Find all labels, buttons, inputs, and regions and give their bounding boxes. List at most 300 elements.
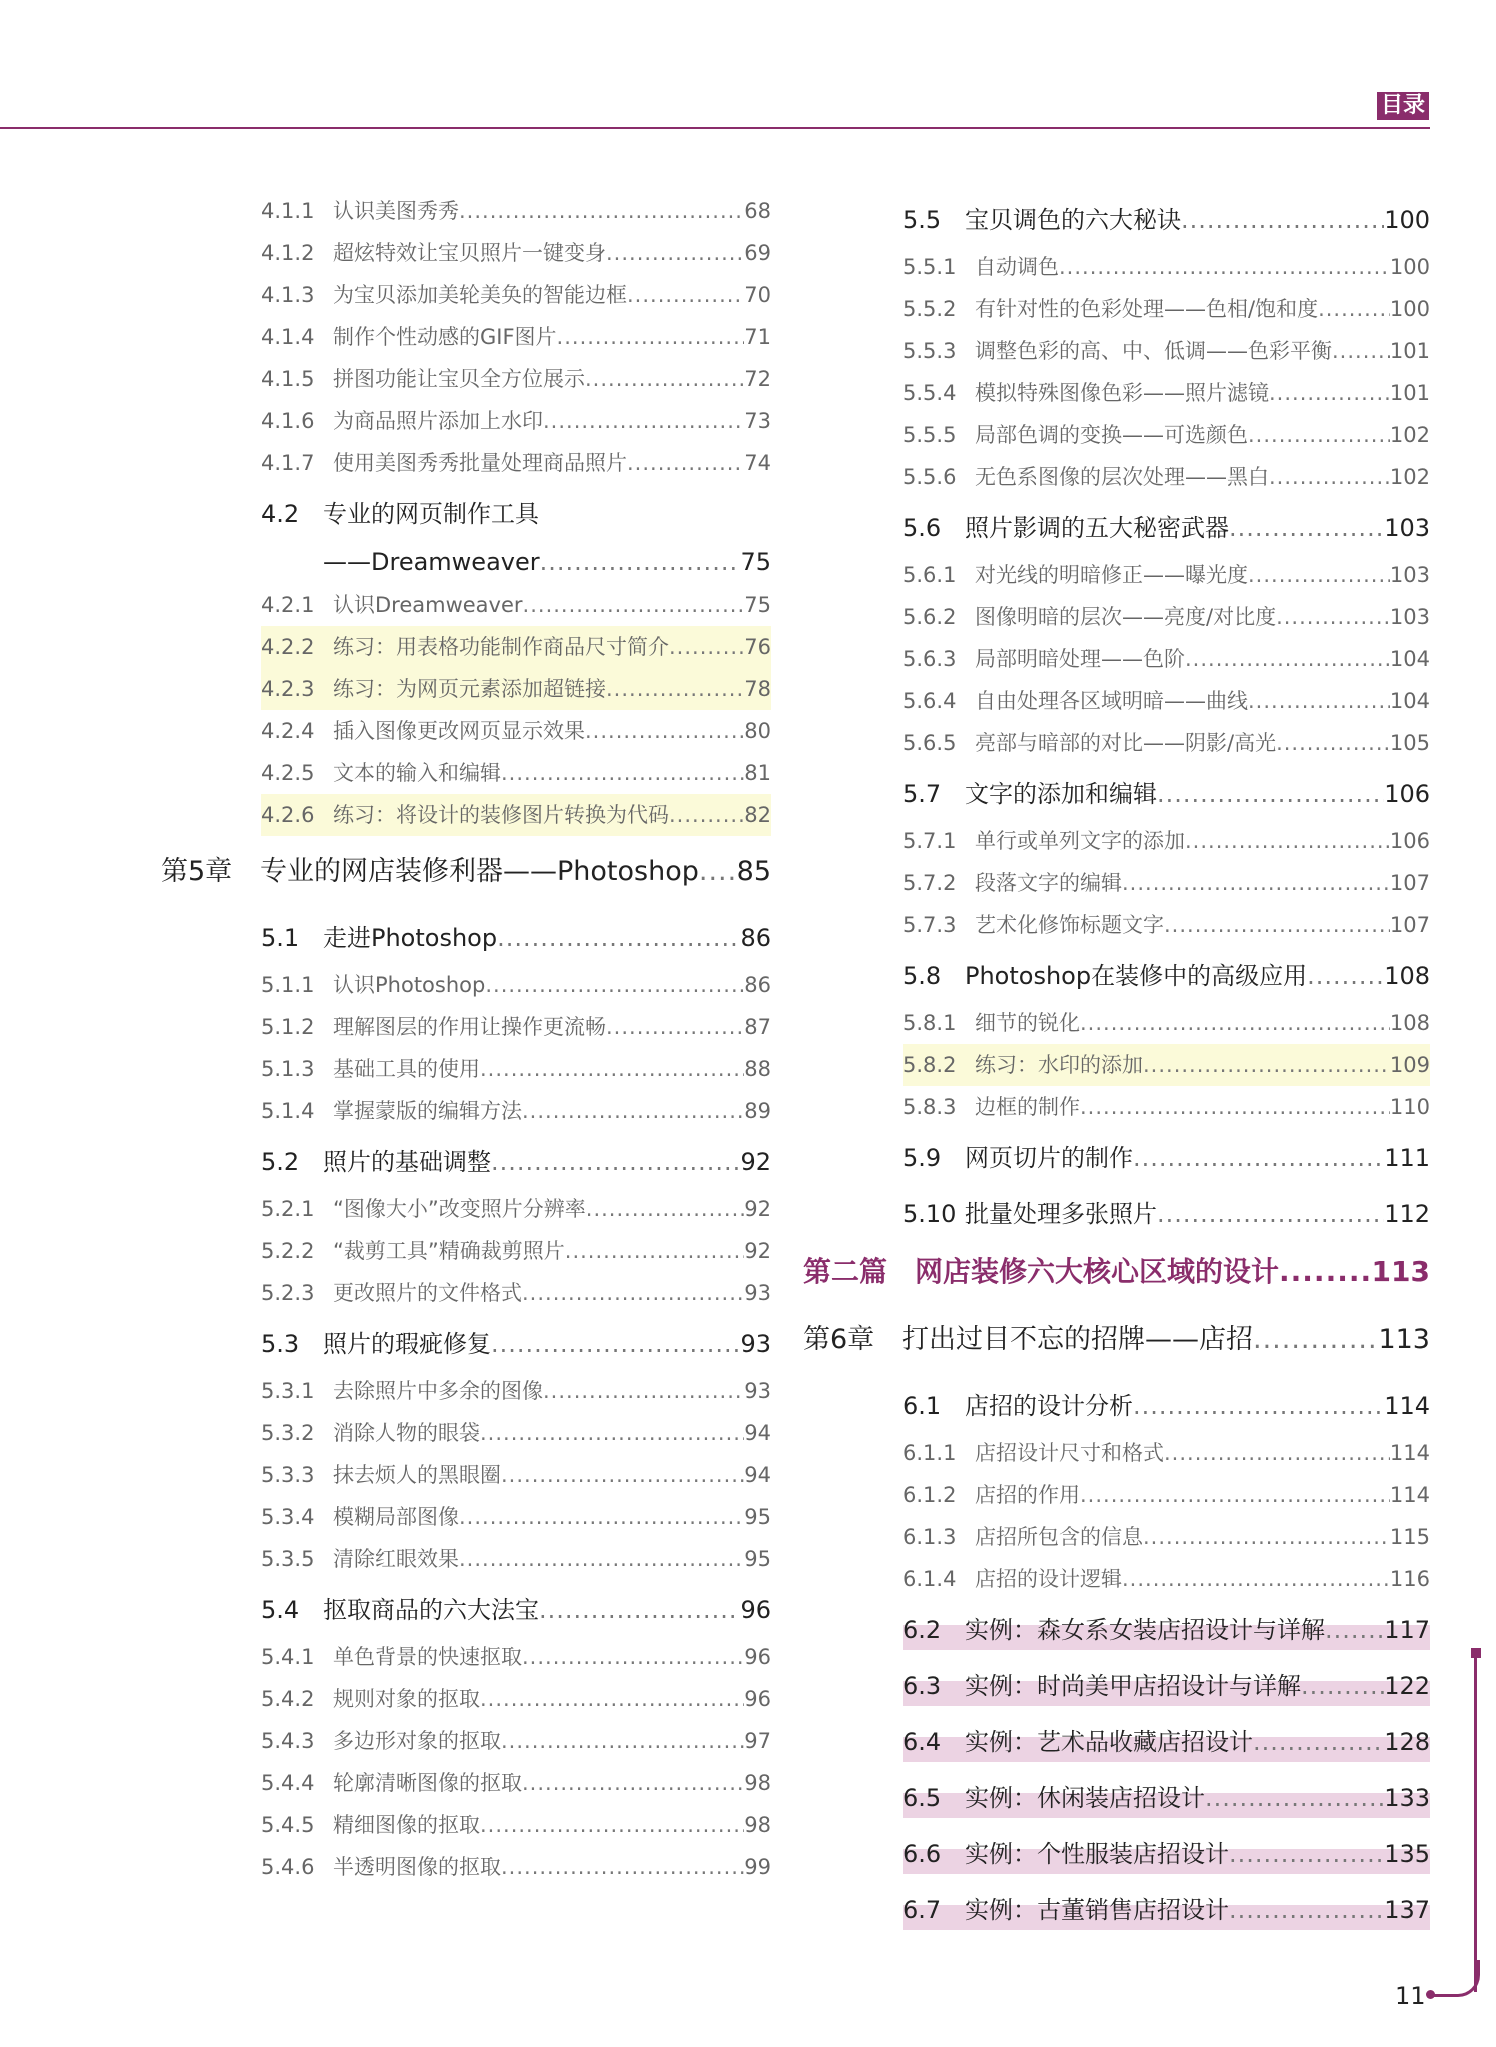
toc-entry-title: 打出过目不忘的招牌——店招	[902, 1324, 1253, 1355]
toc-leader-dots	[1276, 596, 1390, 638]
toc-entry-title: ——Dreamweaver	[323, 548, 540, 576]
toc-entry	[261, 1846, 771, 1888]
toc-entry-title: 无色系图像的层次处理——黑白	[975, 465, 1269, 489]
toc-entry-page: 86	[740, 924, 771, 952]
toc-entry-title: 对光线的明暗修正——曝光度	[975, 563, 1248, 587]
toc-entry-page: 100	[1384, 206, 1430, 234]
toc-entry	[261, 1272, 771, 1314]
toc-entry-title: 网页切片的制作	[965, 1144, 1133, 1172]
toc-entry-title: 照片影调的五大秘密武器	[965, 514, 1229, 542]
toc-entry	[261, 710, 771, 752]
toc-leader-dots	[491, 1136, 740, 1188]
toc-leader-dots	[669, 794, 744, 836]
toc-entry-title: 走进Photoshop	[323, 924, 498, 952]
toc-entry-title: 自动调色	[975, 255, 1059, 279]
page-number: 11	[1395, 1982, 1426, 2010]
toc-leader-dots	[585, 358, 744, 400]
toc-left-column	[161, 190, 771, 1888]
toc-entry-page: 92	[744, 1197, 771, 1221]
toc-entry-number: 5.4.1	[261, 1645, 315, 1669]
toc-leader-dots	[1133, 1132, 1384, 1184]
toc-entry-number: 4.2.4	[261, 719, 315, 743]
toc-entry-number: 5.8	[903, 962, 942, 990]
toc-entry-number: 6.6	[903, 1840, 942, 1868]
toc-entry-title: Photoshop在装修中的高级应用	[965, 962, 1308, 990]
toc-leader-dots	[501, 1720, 744, 1762]
toc-entry-page: 94	[744, 1463, 771, 1487]
toc-entry	[903, 194, 1430, 246]
section-tag: 目录	[1377, 92, 1429, 120]
toc-entry-page: 95	[744, 1505, 771, 1529]
toc-entry-page: 104	[1389, 647, 1430, 671]
toc-entry	[261, 1762, 771, 1804]
bracket-curve	[1431, 1960, 1480, 1997]
toc-entry-page: 97	[744, 1729, 771, 1753]
toc-leader-dots	[1248, 414, 1390, 456]
toc-entry-number: 5.6.4	[903, 689, 957, 713]
toc-leader-dots	[1080, 1474, 1390, 1516]
toc-entry-title: 批量处理多张照片	[965, 1200, 1157, 1228]
toc-entry-page: 80	[744, 719, 771, 743]
toc-leader-dots	[539, 1584, 740, 1636]
toc-leader-dots	[1229, 502, 1384, 554]
toc-entry-page: 113	[1378, 1324, 1430, 1355]
toc-entry-page: 103	[1384, 514, 1430, 542]
toc-entry	[261, 584, 771, 626]
toc-entry	[261, 1584, 771, 1636]
toc-entry-number: 5.4.4	[261, 1771, 315, 1795]
toc-entry	[261, 1412, 771, 1454]
toc-leader-dots	[523, 584, 745, 626]
toc-leader-dots	[1248, 554, 1390, 596]
toc-leader-dots	[1059, 246, 1390, 288]
toc-entry-number: 5.1.4	[261, 1099, 315, 1123]
toc-entry-number: 5.1	[261, 924, 300, 952]
toc-entry-page: 101	[1389, 381, 1430, 405]
toc-entry-title: 模拟特殊图像色彩——照片滤镜	[975, 381, 1269, 405]
toc-leader-dots	[1122, 1558, 1390, 1600]
toc-entry-page: 133	[1384, 1784, 1430, 1812]
toc-leader-dots	[522, 1636, 744, 1678]
toc-entry-title: 艺术化修饰标题文字	[975, 913, 1164, 937]
toc-leader-dots	[1157, 768, 1384, 820]
toc-leader-dots	[669, 626, 744, 668]
toc-entry-number: 4.2.3	[261, 677, 315, 701]
toc-entry-title: 单行或单列文字的添加	[975, 829, 1185, 853]
toc-entry	[903, 330, 1430, 372]
toc-entry-number: 5.7.1	[903, 829, 957, 853]
toc-entry-number: 第5章	[161, 856, 233, 887]
toc-entry-title: 调整色彩的高、中、低调——色彩平衡	[975, 339, 1332, 363]
toc-entry-number: 5.2.3	[261, 1281, 315, 1305]
toc-entry	[261, 1188, 771, 1230]
toc-entry-title: 去除照片中多余的图像	[333, 1379, 543, 1403]
toc-entry-number: 5.4.3	[261, 1729, 315, 1753]
toc-entry-number: 5.5	[903, 206, 942, 234]
toc-entry-number: 第二篇	[803, 1255, 888, 1288]
toc-entry-page: 92	[740, 1148, 771, 1176]
toc-entry-number: 5.3.4	[261, 1505, 315, 1529]
toc-leader-dots	[1253, 1716, 1384, 1768]
toc-leader-dots	[459, 190, 744, 232]
toc-entry-title: 插入图像更改网页显示效果	[333, 719, 585, 743]
toc-entry-title: 更改照片的文件格式	[333, 1281, 522, 1305]
toc-entry	[261, 274, 771, 316]
toc-entry-title: 实例：休闲装店招设计	[965, 1784, 1205, 1812]
toc-entry-page: 96	[740, 1596, 771, 1624]
toc-entry-number: 5.7.3	[903, 913, 957, 937]
toc-leader-dots	[1080, 1086, 1390, 1128]
toc-entry-page: 112	[1384, 1200, 1430, 1228]
toc-entry-number: 6.1	[903, 1392, 942, 1420]
toc-entry-page: 93	[744, 1281, 771, 1305]
toc-entry-page: 82	[744, 803, 771, 827]
toc-leader-dots	[606, 1006, 744, 1048]
toc-entry-number: 5.1.2	[261, 1015, 315, 1039]
toc-leader-dots	[497, 912, 740, 964]
toc-leader-dots	[1133, 1380, 1384, 1432]
toc-entry	[903, 1884, 1430, 1936]
toc-entry	[261, 1318, 771, 1370]
toc-entry	[261, 488, 771, 540]
toc-entry	[261, 1804, 771, 1846]
toc-leader-dots	[1269, 372, 1390, 414]
toc-entry-title: 拼图功能让宝贝全方位展示	[333, 367, 585, 391]
toc-entry-title: “裁剪工具”精确裁剪照片	[333, 1239, 565, 1263]
toc-entry	[261, 794, 771, 836]
toc-entry-number: 5.7	[903, 780, 942, 808]
toc-entry-title: 认识美图秀秀	[333, 199, 459, 223]
toc-entry-page: 98	[744, 1813, 771, 1837]
toc-entry-number: 4.2.5	[261, 761, 315, 785]
toc-entry-page: 76	[744, 635, 771, 659]
toc-entry-number: 4.1.5	[261, 367, 315, 391]
toc-entry-number: 5.1.1	[261, 973, 315, 997]
toc-entry-title: 模糊局部图像	[333, 1505, 459, 1529]
toc-entry-page: 114	[1389, 1483, 1430, 1507]
toc-entry	[261, 1678, 771, 1720]
toc-entry	[261, 358, 771, 400]
toc-entry-number: 5.6.3	[903, 647, 957, 671]
toc-entry-number: 4.1.7	[261, 451, 315, 475]
toc-leader-dots	[459, 1538, 744, 1580]
toc-entry	[261, 1048, 771, 1090]
toc-entry	[903, 820, 1430, 862]
toc-entry	[903, 414, 1430, 456]
toc-entry-page: 114	[1384, 1392, 1430, 1420]
toc-entry-page: 108	[1384, 962, 1430, 990]
toc-entry-title: 规则对象的抠取	[333, 1687, 480, 1711]
toc-entry-page: 70	[744, 283, 771, 307]
toc-entry	[903, 456, 1430, 498]
toc-entry-title: 轮廓清晰图像的抠取	[333, 1771, 522, 1795]
toc-leader-dots	[1253, 1304, 1378, 1376]
toc-leader-dots	[1122, 862, 1390, 904]
toc-entry-page: 103	[1389, 563, 1430, 587]
toc-leader-dots	[1269, 456, 1390, 498]
toc-entry-title: 练习：将设计的装修图片转换为代码	[333, 803, 669, 827]
bracket-end-dot	[1426, 1990, 1435, 1999]
toc-entry-title: 精细图像的抠取	[333, 1813, 480, 1837]
toc-entry-number: 第6章	[803, 1324, 875, 1355]
toc-entry-number: 5.8.3	[903, 1095, 957, 1119]
toc-entry-page: 103	[1389, 605, 1430, 629]
toc-entry	[903, 1604, 1430, 1656]
toc-leader-dots	[501, 1846, 744, 1888]
toc-entry	[903, 862, 1430, 904]
header-rule	[0, 127, 1430, 129]
toc-entry-number: 5.1.3	[261, 1057, 315, 1081]
toc-entry-page: 85	[736, 856, 771, 887]
toc-entry-page: 99	[744, 1855, 771, 1879]
toc-leader-dots	[1332, 330, 1390, 372]
toc-entry-page: 122	[1384, 1672, 1430, 1700]
toc-entry-page: 105	[1389, 731, 1430, 755]
toc-leader-dots	[1164, 904, 1390, 946]
toc-entry-number: 5.9	[903, 1144, 942, 1172]
toc-leader-dots	[585, 710, 744, 752]
toc-entry-page: 81	[744, 761, 771, 785]
toc-entry-number: 5.6.2	[903, 605, 957, 629]
toc-entry-number: 5.3.5	[261, 1547, 315, 1571]
toc-entry-title: 店招的设计分析	[965, 1392, 1133, 1420]
toc-entry-title: 照片的瑕疵修复	[323, 1330, 491, 1358]
toc-entry-page: 101	[1389, 339, 1430, 363]
toc-entry-number: 5.4.6	[261, 1855, 315, 1879]
toc-entry-number: 5.3.2	[261, 1421, 315, 1445]
toc-entry-title: 练习：为网页元素添加超链接	[333, 677, 606, 701]
toc-leader-dots	[1229, 1884, 1384, 1936]
toc-leader-dots	[586, 1188, 745, 1230]
toc-entry-page: 106	[1389, 829, 1430, 853]
toc-entry-title: 练习：用表格功能制作商品尺寸简介	[333, 635, 669, 659]
toc-entry	[261, 232, 771, 274]
toc-entry-title: 制作个性动感的GIF图片	[333, 325, 557, 349]
toc-entry	[903, 372, 1430, 414]
toc-entry	[903, 1558, 1430, 1600]
toc-entry	[903, 1086, 1430, 1128]
toc-entry-number: 4.2.6	[261, 803, 315, 827]
toc-entry	[903, 1474, 1430, 1516]
toc-entry	[323, 540, 771, 584]
toc-entry-page: 87	[744, 1015, 771, 1039]
toc-entry-page: 100	[1389, 255, 1430, 279]
toc-entry-title: 专业的网店装修利器——Photoshop	[260, 856, 699, 887]
toc-entry	[903, 554, 1430, 596]
toc-entry	[903, 1828, 1430, 1880]
toc-entry	[903, 1002, 1430, 1044]
toc-entry-number: 5.5.2	[903, 297, 957, 321]
toc-entry-title: 多边形对象的抠取	[333, 1729, 501, 1753]
toc-entry-title: 练习：水印的添加	[975, 1053, 1143, 1077]
toc-entry	[261, 912, 771, 964]
toc-entry-title: 超炫特效让宝贝照片一键变身	[333, 241, 606, 265]
toc-entry	[261, 1636, 771, 1678]
toc-entry-title: 网店装修六大核心区域的设计	[915, 1255, 1280, 1288]
toc-entry-title: 文字的添加和编辑	[965, 780, 1157, 808]
toc-entry-title: 自由处理各区域明暗——曲线	[975, 689, 1248, 713]
toc-entry-page: 73	[744, 409, 771, 433]
toc-entry	[261, 190, 771, 232]
toc-entry-number: 4.1.3	[261, 283, 315, 307]
toc-entry-page: 117	[1384, 1616, 1430, 1644]
toc-entry	[261, 1370, 771, 1412]
toc-entry-page: 94	[744, 1421, 771, 1445]
toc-entry-page: 110	[1389, 1095, 1430, 1119]
toc-entry-number: 5.5.3	[903, 339, 957, 363]
toc-entry-page: 106	[1384, 780, 1430, 808]
toc-entry-number: 5.3.3	[261, 1463, 315, 1487]
toc-entry	[261, 442, 771, 484]
toc-entry	[903, 1188, 1430, 1240]
toc-leader-dots	[480, 1048, 744, 1090]
toc-entry-title: 单色背景的快速抠取	[333, 1645, 522, 1669]
toc-entry-title: 段落文字的编辑	[975, 871, 1122, 895]
toc-entry	[903, 1516, 1430, 1558]
toc-entry-number: 6.4	[903, 1728, 942, 1756]
toc-leader-dots	[1307, 950, 1384, 1002]
toc-entry	[261, 668, 771, 710]
toc-entry-title: 细节的锐化	[975, 1011, 1080, 1035]
toc-leader-dots	[540, 540, 741, 584]
toc-leader-dots	[522, 1272, 744, 1314]
toc-entry	[261, 752, 771, 794]
toc-entry-number: 5.6.1	[903, 563, 957, 587]
toc-entry-page: 96	[744, 1687, 771, 1711]
toc-entry-title: 店招设计尺寸和格式	[975, 1441, 1164, 1465]
toc-entry-page: 113	[1371, 1255, 1430, 1288]
toc-entry-title: 局部色调的变换——可选颜色	[975, 423, 1248, 447]
toc-leader-dots	[1318, 288, 1390, 330]
toc-entry-page: 75	[740, 548, 771, 576]
toc-entry-page: 72	[744, 367, 771, 391]
toc-leader-dots	[485, 964, 744, 1006]
toc-leader-dots	[1181, 194, 1384, 246]
toc-entry	[261, 1230, 771, 1272]
toc-entry-page: 78	[744, 677, 771, 701]
toc-entry	[261, 400, 771, 442]
toc-leader-dots	[1080, 1002, 1390, 1044]
toc-entry-title: 专业的网页制作工具	[323, 500, 539, 528]
toc-leader-dots	[459, 1496, 744, 1538]
toc-entry-page: 98	[744, 1771, 771, 1795]
toc-entry-page: 116	[1389, 1567, 1430, 1591]
toc-entry-title: “图像大小”改变照片分辨率	[333, 1197, 586, 1221]
toc-entry	[261, 1496, 771, 1538]
toc-entry	[903, 1432, 1430, 1474]
toc-entry	[903, 638, 1430, 680]
toc-entry	[903, 722, 1430, 764]
toc-entry-title: 抠取商品的六大法宝	[323, 1596, 539, 1624]
toc-entry-page: 92	[744, 1239, 771, 1263]
toc-entry-title: 实例：森女系女装店招设计与详解	[965, 1616, 1325, 1644]
toc-entry-number: 5.3	[261, 1330, 300, 1358]
toc-entry-page: 93	[744, 1379, 771, 1403]
toc-leader-dots	[543, 400, 744, 442]
toc-entry-page: 107	[1389, 871, 1430, 895]
toc-entry-number: 5.8.1	[903, 1011, 957, 1035]
toc-leader-dots	[699, 836, 737, 908]
toc-entry-number: 6.5	[903, 1784, 942, 1812]
toc-entry	[261, 1720, 771, 1762]
toc-leader-dots	[557, 316, 745, 358]
toc-entry	[903, 1380, 1430, 1432]
toc-entry-page: 104	[1389, 689, 1430, 713]
toc-entry-number: 4.2.1	[261, 593, 315, 617]
toc-entry	[261, 1538, 771, 1580]
toc-entry-title: 实例：个性服装店招设计	[965, 1840, 1229, 1868]
toc-entry-page: 100	[1389, 297, 1430, 321]
toc-entry-page: 71	[744, 325, 771, 349]
toc-entry-number: 5.2.1	[261, 1197, 315, 1221]
toc-entry-number: 6.1.3	[903, 1525, 957, 1549]
toc-entry-number: 5.8.2	[903, 1053, 957, 1077]
toc-entry-title: 图像明暗的层次——亮度/对比度	[975, 605, 1277, 629]
toc-entry-title: 文本的输入和编辑	[333, 761, 501, 785]
toc-entry-title: 清除红眼效果	[333, 1547, 459, 1571]
toc-leader-dots	[1143, 1044, 1390, 1086]
toc-leader-dots	[1229, 1828, 1384, 1880]
toc-leader-dots	[1279, 1240, 1372, 1304]
toc-leader-dots	[1325, 1604, 1384, 1656]
toc-entry-number: 4.1.6	[261, 409, 315, 433]
toc-entry	[903, 1132, 1430, 1184]
toc-entry-title: 店招所包含的信息	[975, 1525, 1143, 1549]
toc-entry-page: 135	[1384, 1840, 1430, 1868]
toc-entry-title: 有针对性的色彩处理——色相/饱和度	[975, 297, 1319, 321]
toc-entry-title: 实例：艺术品收藏店招设计	[965, 1728, 1253, 1756]
toc-entry	[903, 1660, 1430, 1712]
toc-entry-number: 6.7	[903, 1896, 942, 1924]
toc-leader-dots	[627, 442, 744, 484]
toc-entry-title: 实例：古董销售店招设计	[965, 1896, 1229, 1924]
toc-entry	[903, 596, 1430, 638]
toc-entry-page: 128	[1384, 1728, 1430, 1756]
toc-entry-number: 5.7.2	[903, 871, 957, 895]
toc-entry-page: 107	[1389, 913, 1430, 937]
toc-leader-dots	[606, 232, 744, 274]
toc-entry	[261, 964, 771, 1006]
toc-entry-page: 88	[744, 1057, 771, 1081]
toc-entry-page: 137	[1384, 1896, 1430, 1924]
toc-entry-page: 68	[744, 199, 771, 223]
toc-entry-page: 111	[1384, 1144, 1430, 1172]
toc-entry-page: 102	[1389, 423, 1430, 447]
toc-entry	[903, 1772, 1430, 1824]
toc-entry	[903, 246, 1430, 288]
toc-entry-number: 6.1.4	[903, 1567, 957, 1591]
toc-entry-title: 为商品照片添加上水印	[333, 409, 543, 433]
toc-entry-title: 使用美图秀秀批量处理商品照片	[333, 451, 627, 475]
toc-entry-title: 理解图层的作用让操作更流畅	[333, 1015, 606, 1039]
toc-entry-page: 95	[744, 1547, 771, 1571]
toc-leader-dots	[1276, 722, 1390, 764]
toc-entry-number: 6.3	[903, 1672, 942, 1700]
toc-entry-number: 4.1.1	[261, 199, 315, 223]
toc-entry	[261, 1136, 771, 1188]
toc-entry	[803, 1304, 1430, 1376]
toc-entry-page: 75	[744, 593, 771, 617]
toc-leader-dots	[480, 1804, 744, 1846]
toc-entry	[261, 626, 771, 668]
toc-leader-dots	[543, 1370, 744, 1412]
toc-leader-dots	[1248, 680, 1390, 722]
toc-entry	[261, 316, 771, 358]
toc-leader-dots	[1143, 1516, 1390, 1558]
toc-entry-number: 6.2	[903, 1616, 942, 1644]
toc-leader-dots	[501, 1454, 744, 1496]
toc-leader-dots	[1301, 1660, 1384, 1712]
